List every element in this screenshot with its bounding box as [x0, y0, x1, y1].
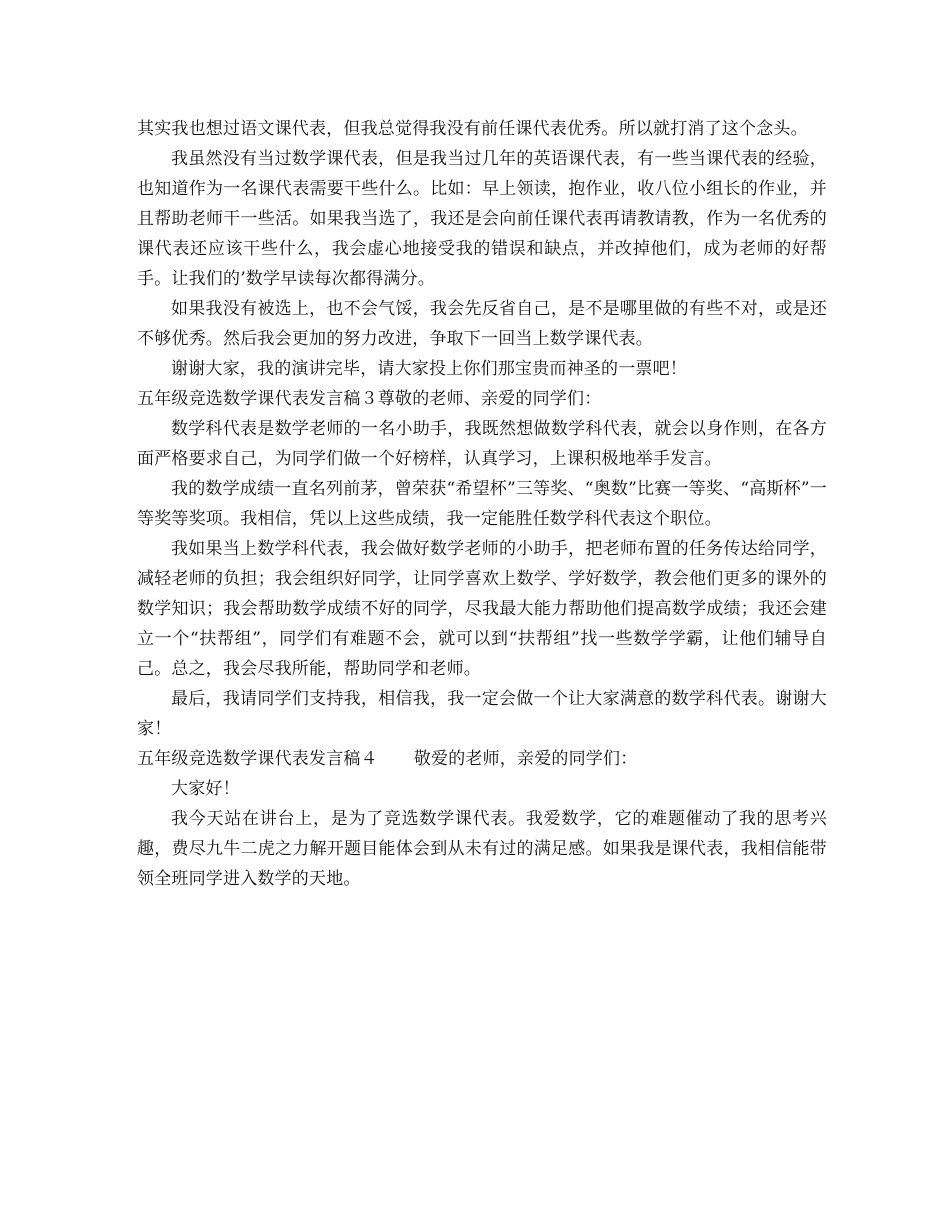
section-heading-4: 五年级竞选数学课代表发言稿４ [137, 749, 378, 769]
greeting: 大家好！ [171, 779, 240, 799]
paragraph-6: 我的数学成绩一直名列前茅，曾荣获“希望杯”三等奖、“奥数”比赛一等奖、“高斯杯”一等奖等奖项。我相信，凭以上这些成绩，我一定能胜任数学科代表这个职位。 [137, 479, 827, 529]
paragraph-7: 我如果当上数学科代表，我会做好数学老师的小助手，把老师布置的任务传达给同学，减轻老师的负担；我会组织好同学，让同学喜欢上数学、学好数学，教会他们更多的课外的数学知识；我会帮助数学成绩不好的同学，尽我最大能力帮助他们提高数学成绩；我还会建立一个“扶帮组”，同学们有难题不会，就可以到“扶帮组”找一些数学学霸，让他们辅导自己。总之，我会尽我所能，帮助同学和老师。 [137, 539, 827, 679]
paragraph-1: 其实我也想过语文课代表，但我总觉得我没有前任课代表优秀。所以就打消了这个念头。 [137, 119, 808, 139]
document-body [137, 114, 827, 894]
paragraph-2: 我虽然没有当过数学课代表，但是我当过几年的英语课代表，有一些当课代表的经验，也知道作为一名课代表需要干些什么。比如：早上领读，抱作业，收八位小组长的作业，并且帮助老师干一些活。如果我当选了，我还是会向前任课代表再请教请教，作为一名优秀的课代表还应该干些什么，我会虚心地接受我的错误和缺点，并改掉他们，成为老师的好帮手。让我们的’数学早读每次都得满分。 [137, 149, 827, 289]
section-heading-4-line [137, 744, 827, 774]
paragraph-8: 最后，我请同学们支持我，相信我，我一定会做一个让大家满意的数学科代表。谢谢大家！ [137, 689, 827, 739]
section-heading-3: 五年级竞选数学课代表发言稿３尊敬的老师、亲爱的同学们： [137, 389, 602, 409]
paragraph-4: 谢谢大家，我的演讲完毕，请大家投上你们那宝贵而神圣的一票吧！ [171, 359, 687, 379]
paragraph-5: 数学科代表是数学老师的一名小助手，我既然想做数学科代表，就会以身作则，在各方面严格要求自己，为同学们做一个好榜样，认真学习，上课积极地举手发言。 [137, 419, 827, 469]
paragraph-3: 如果我没有被选上，也不会气馁，我会先反省自己，是不是哪里做的有些不对，或是还不够优秀。然后我会更加的努力改进，争取下一回当上数学课代表。 [137, 299, 827, 349]
salutation: 敬爱的老师，亲爱的同学们： [413, 749, 638, 769]
paragraph-9: 我今天站在讲台上，是为了竞选数学课代表。我爱数学，它的难题催动了我的思考兴趣，费尽九牛二虎之力解开题目能体会到从未有过的满足感。如果我是课代表，我相信能带领全班同学进入数学的天地。 [137, 809, 827, 889]
